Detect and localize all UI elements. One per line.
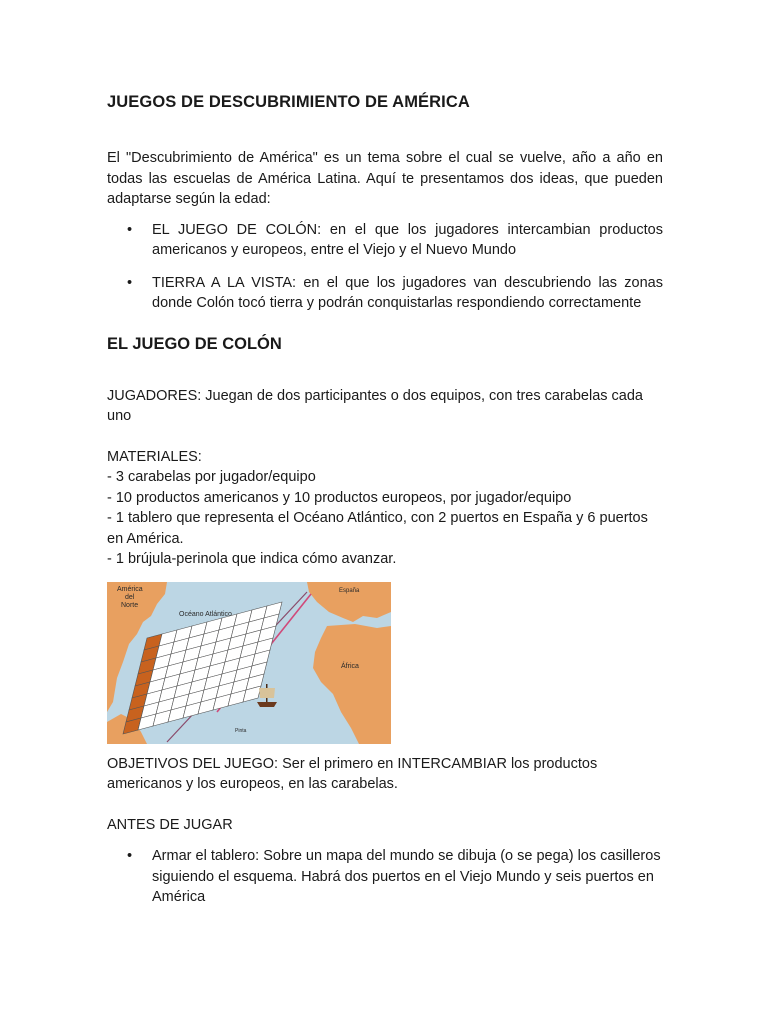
material-item: - 1 tablero que representa el Océano Atlántico, con 2 puertos en España y 6 puertos en América. bbox=[107, 510, 648, 547]
before-list bbox=[107, 846, 663, 908]
board-map-image bbox=[107, 582, 391, 744]
material-item: - 1 brújula-perinola que indica cómo avanzar. bbox=[107, 551, 397, 567]
map-label-north-america: Norte bbox=[121, 601, 139, 609]
map-label-africa: África bbox=[341, 662, 359, 670]
players-paragraph: JUGADORES: Juegan de dos participantes o dos equipos, con tres carabelas cada uno bbox=[107, 387, 643, 424]
idea-item-colon: • EL JUEGO DE COLÓN: en el que los jugadores intercambian productos americanos y europeos, entre el Viejo y el Nuevo Mundo bbox=[107, 220, 663, 261]
document-title: JUEGOS DE DESCUBRIMIENTO DE AMÉRICA bbox=[107, 93, 470, 111]
map-label-bottom: Pinta bbox=[235, 727, 247, 734]
map-label-spain: España bbox=[339, 587, 360, 594]
intro-paragraph: El "Descubrimiento de América" es un tema sobre el cual se vuelve, año a año en todas las escuelas de América Latina. Aquí te presentamos dos ideas, que pueden adaptarse según la edad: bbox=[107, 150, 663, 207]
material-item: - 3 carabelas por jugador/equipo bbox=[107, 469, 316, 485]
map-label-north-america: América bbox=[117, 585, 143, 593]
map-label-ocean: Océano Atlántico bbox=[179, 610, 232, 618]
document-page bbox=[107, 92, 663, 920]
ideas-list bbox=[107, 220, 663, 314]
before-title: ANTES DE JUGAR bbox=[107, 816, 233, 833]
map-label-north-america: del bbox=[125, 593, 135, 601]
before-item: • Armar el tablero: Sobre un mapa del mundo se dibuja (o se pega) los casilleros siguiendo el esquema. Habrá dos puertos en el Viejo Mundo y seis puertos en América bbox=[107, 846, 663, 908]
objectives-paragraph: OBJETIVOS DEL JUEGO: Ser el primero en INTERCAMBIAR los productos americanos y los europeos, en las carabelas. bbox=[107, 755, 598, 792]
material-item: - 10 productos americanos y 10 productos europeos, por jugador/equipo bbox=[107, 489, 572, 506]
section-title: EL JUEGO DE COLÓN bbox=[107, 334, 282, 353]
idea-item-tierra: • TIERRA A LA VISTA: en el que los jugadores van descubriendo las zonas donde Colón tocó tierra y podrán conquistarlas respondiendo correctamente bbox=[107, 273, 663, 314]
materials-title: MATERIALES: bbox=[107, 448, 202, 465]
